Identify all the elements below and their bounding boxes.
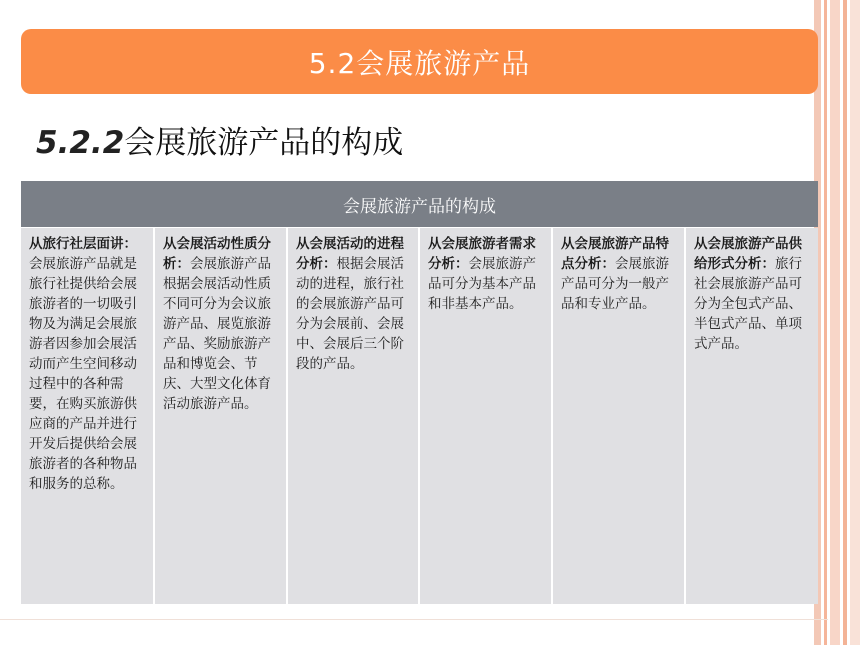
cell-body: 会展旅游产品可分为基本产品和非基本产品。: [428, 256, 536, 312]
table-cell-product-features: [553, 228, 684, 604]
footer-divider: [0, 619, 828, 620]
table-cell-activity-nature: [155, 228, 286, 604]
decorative-stripes: [814, 0, 860, 645]
slide-subtitle: [36, 117, 403, 161]
table-cell-travel-agency: [21, 228, 153, 604]
cell-body: 会展旅游产品根据会展活动性质不同可分为会议旅游产品、展览旅游产品、奖励旅游产品和博览会、节庆、大型文化体育活动旅游产品。: [163, 256, 271, 412]
table-cell-tourist-demand: [420, 228, 551, 604]
table-header-label: 会展旅游产品的构成: [343, 196, 496, 217]
cell-body: 根据会展活动的进程，旅行社的会展旅游产品可分为会展前、会展中、会展后三个阶段的产品。: [296, 256, 404, 372]
subtitle-number: 5.2.2: [36, 125, 125, 161]
cell-lead: 从会展活动性质分析：: [163, 236, 271, 272]
table-header: [21, 181, 818, 227]
cell-lead: 从会展旅游产品供给形式分析：: [694, 236, 802, 272]
table-cell-supply-form: [686, 228, 818, 604]
cell-lead: 从会展活动的进程分析：: [296, 236, 404, 272]
title-bar: [21, 29, 818, 94]
cell-body: 会展旅游产品就是旅行社提供给会展旅游者的一切吸引物及为满足会展旅游者因参加会展活动而产生空间移动过程中的各种需要，在购买旅游供应商的产品并进行开发后提供给会展旅游者的各种物品和服务的总称。: [29, 256, 137, 492]
cell-lead: 从会展旅游产品特点分析：: [561, 236, 669, 272]
cell-body: 会展旅游产品可分为一般产品和专业产品。: [561, 256, 669, 312]
subtitle-text: 会展旅游产品的构成: [124, 125, 404, 161]
cell-body: 旅行社会展旅游产品可分为全包式产品、半包式产品、单项式产品。: [694, 256, 802, 352]
cell-lead: 从旅行社层面讲：: [29, 236, 137, 252]
cell-lead: 从会展旅游者需求分析：: [428, 236, 536, 272]
table-body: [21, 228, 818, 604]
table-cell-activity-process: [288, 228, 418, 604]
slide-title: 5.2会展旅游产品: [308, 46, 531, 80]
